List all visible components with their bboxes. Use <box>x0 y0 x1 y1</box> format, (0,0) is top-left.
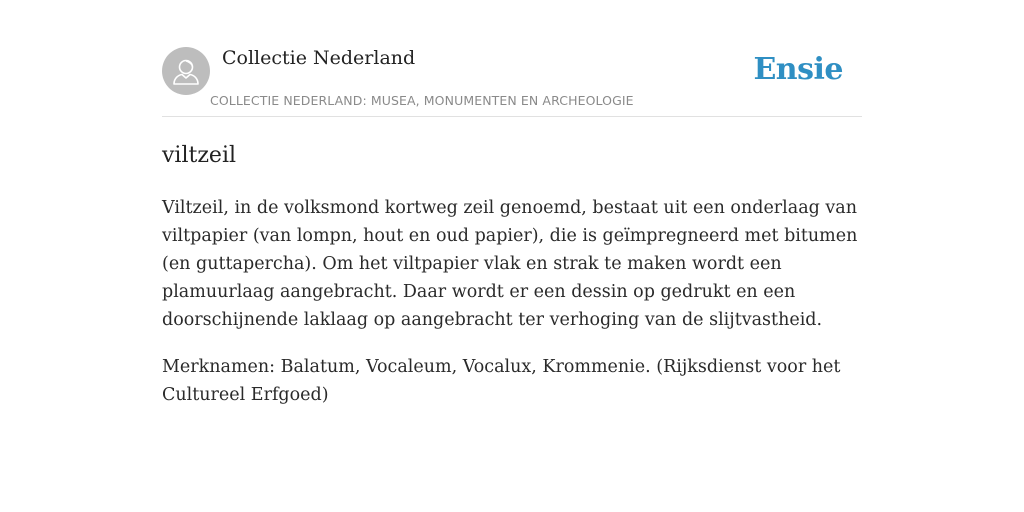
user-silhouette-icon <box>162 47 210 95</box>
ensie-logo[interactable]: Ensie <box>753 52 843 87</box>
entry-paragraph: Merknamen: Balatum, Vocaleum, Vocalux, Krommenie. (Rijksdienst voor het Cultureel Erfgoed) <box>162 357 841 405</box>
entry-paragraph: Viltzeil, in de volksmond kortweg zeil genoemd, bestaat uit een onderlaag van viltpapier (van lompn, hout en oud papier), die is geïmpregneerd met bitumen (en guttapercha). Om het viltpapier vlak en strak te maken wordt een plamuurlaag aangebracht. Daar wordt er een dessin op gedrukt en een doorschijnende laklaag op aangebracht ter verhoging van de slijtvastheid. <box>162 198 858 330</box>
entry-body <box>162 194 862 409</box>
author-link[interactable]: Collectie Nederland <box>222 47 416 69</box>
entry-title: viltzeil <box>162 143 237 168</box>
entry-header <box>162 46 862 117</box>
author-avatar[interactable] <box>162 47 210 95</box>
entry-card <box>162 46 862 409</box>
source-link[interactable]: COLLECTIE NEDERLAND: MUSEA, MONUMENTEN EN ARCHEOLOGIE <box>210 93 634 108</box>
